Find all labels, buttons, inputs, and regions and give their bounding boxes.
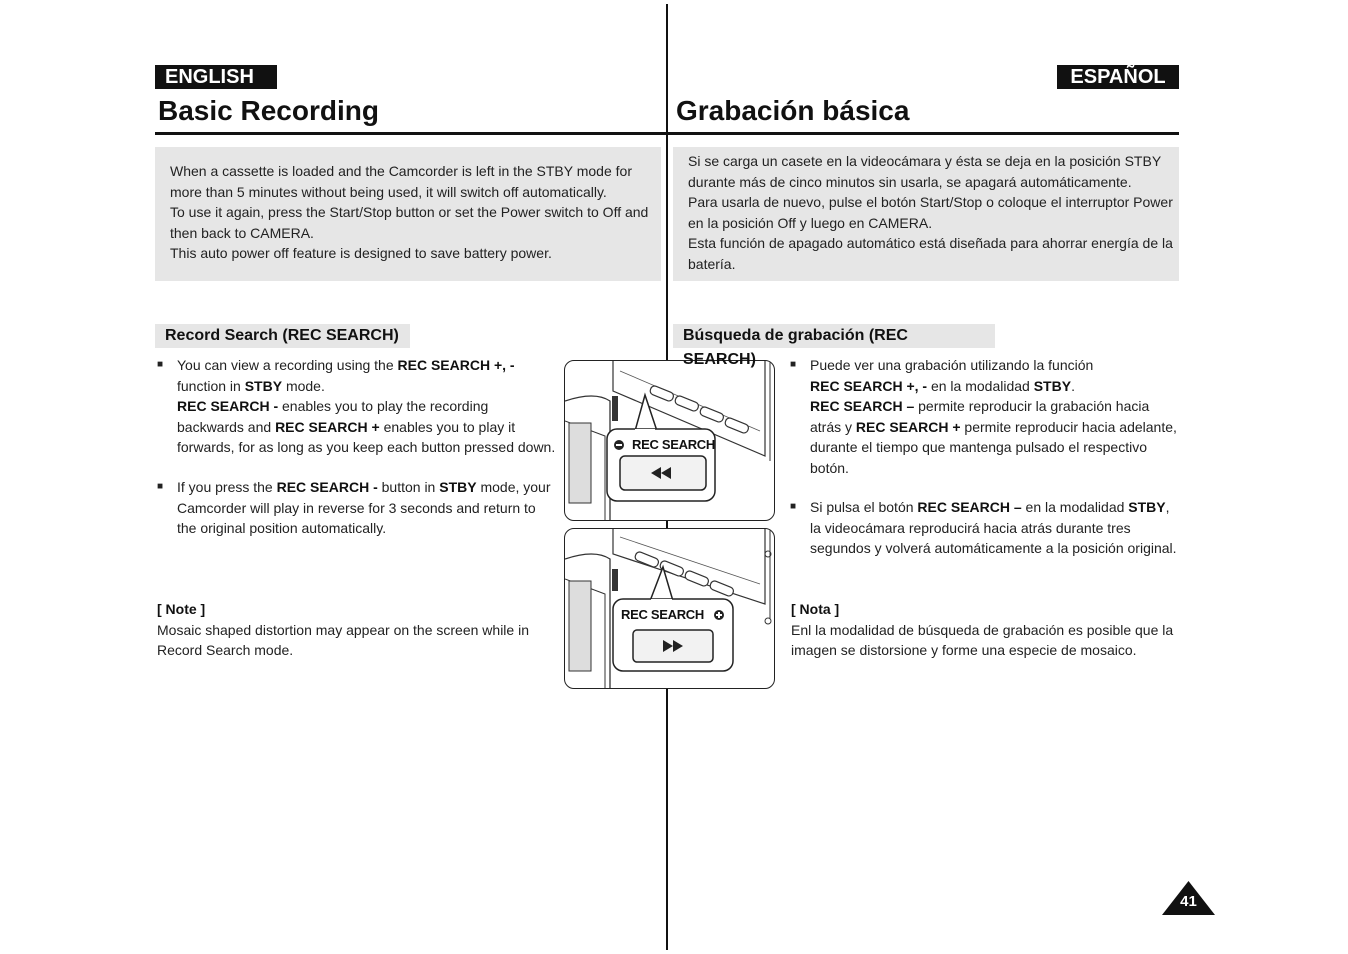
language-badge-english: [155, 65, 277, 89]
bullet-square-icon: ■: [157, 481, 164, 492]
title-rule: [668, 132, 1179, 135]
page-number-badge: [1162, 881, 1215, 915]
note-text: Mosaic shaped distortion may appear on the screen while in Record Search mode.: [157, 621, 529, 658]
rec-search-minus-label: REC SEARCH: [632, 437, 715, 452]
note-text: Enl la modalidad de búsqueda de grabación es posible que la imagen se distorsione y forme una especie de mosaico.: [791, 621, 1174, 658]
bullet-item: ■ You can view a recording using the REC SEARCH +, - function in STBY mode. REC SEARCH - enables you to play the recording backwards and REC SEARCH + enables you to play it forwards, for as long as you keep each button pressed down.: [157, 357, 556, 455]
page-title: Basic Recording: [158, 95, 379, 126]
rec-search-plus-label: REC SEARCH: [621, 607, 704, 622]
bullet-square-icon: ■: [790, 501, 797, 512]
rec-search-plus-illustration: [564, 528, 775, 689]
intro-paragraph: To use it again, press the Start/Stop button or set the Power switch to Off and then back to CAMERA.: [170, 204, 649, 241]
bullet-square-icon: ■: [790, 359, 797, 370]
page-number: 41: [1180, 893, 1197, 910]
title-rule: [155, 132, 666, 135]
page-title: Grabación básica: [676, 95, 910, 126]
note-block: [157, 599, 557, 661]
language-badge-spanish: [1057, 65, 1179, 89]
intro-paragraph: Si se carga un casete en la videocámara y ésta se deja en la posición STBY durante más de cinco minutos sin usarla, se apagará automáticamente.: [688, 153, 1161, 190]
intro-box: [155, 147, 661, 281]
bullet-item: ■ Puede ver una grabación utilizando la función REC SEARCH +, - en la modalidad STBY. REC SEARCH – permite reproducir la grabación hacia atrás y REC SEARCH + permite reproducir hacia adelante, durante el tiempo que mantenga pulsado el respectivo botón.: [790, 357, 1177, 476]
language-label: ESPAÑOL: [1070, 66, 1166, 88]
intro-paragraph: When a cassette is loaded and the Camcorder is left in the STBY mode for more than 5 minutes without being used, it will switch off automatically.: [170, 163, 632, 200]
intro-box: [673, 147, 1179, 281]
section-heading: Record Search (REC SEARCH): [155, 324, 410, 348]
bullet-square-icon: ■: [157, 359, 164, 370]
bullet-item: ■ Si pulsa el botón REC SEARCH – en la modalidad STBY, la videocámara reproducirá hacia atrás durante tres segundos y volverá automáticamente a la posición original.: [790, 499, 1177, 556]
intro-paragraph: Esta función de apagado automático está diseñada para ahorrar energía de la batería.: [688, 235, 1173, 272]
note-heading: [ Note ]: [157, 601, 206, 617]
note-block: [791, 599, 1181, 661]
bullet-item: ■ If you press the REC SEARCH - button in STBY mode, your Camcorder will play in reverse for 3 seconds and return to the original position automatically.: [157, 479, 551, 536]
language-label: ENGLISH: [165, 66, 254, 88]
rec-search-minus-illustration: [564, 360, 775, 521]
intro-paragraph: This auto power off feature is designed to save battery power.: [170, 245, 552, 261]
section-heading: Búsqueda de grabación (REC SEARCH): [673, 324, 995, 348]
intro-paragraph: Para usarla de nuevo, pulse el botón Start/Stop o coloque el interruptor Power en la posición Off y luego en CAMERA.: [688, 194, 1173, 231]
note-heading: [ Nota ]: [791, 601, 840, 617]
